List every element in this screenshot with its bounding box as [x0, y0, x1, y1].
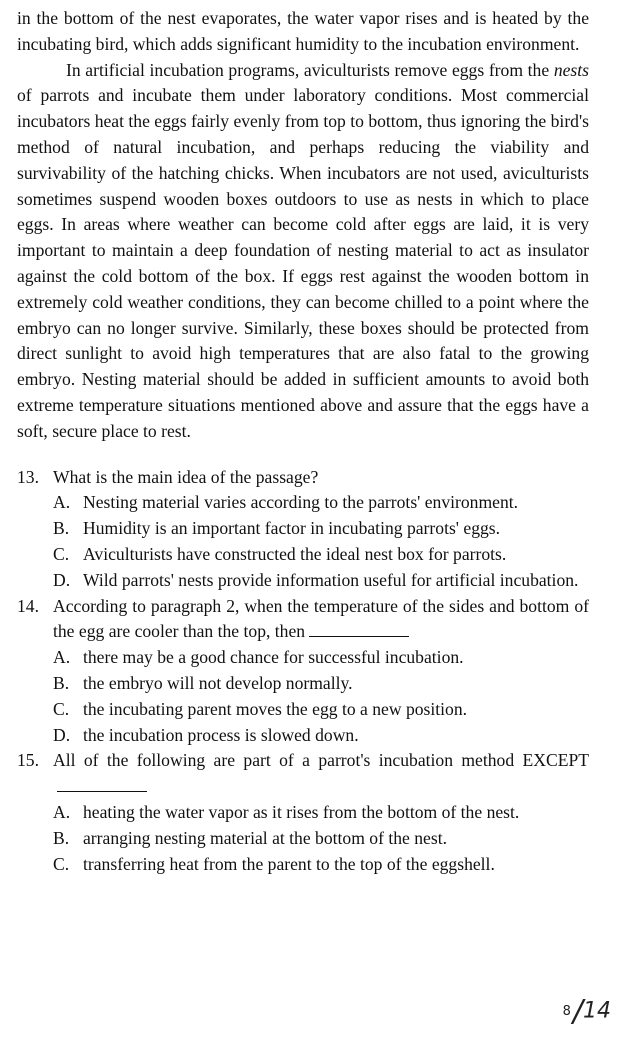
- question-number: 14.: [17, 595, 39, 616]
- option-text: Nesting material varies according to the parrots' environment.: [83, 492, 519, 513]
- para2-italic-word: nests: [553, 59, 589, 80]
- option-letter: B.: [53, 827, 70, 848]
- option-14c: [53, 697, 589, 723]
- option-letter: C.: [53, 543, 70, 564]
- question-number: 15.: [17, 750, 39, 771]
- option-letter: C.: [53, 853, 70, 874]
- question-stem-wrap: [53, 748, 589, 800]
- option-15b: [53, 826, 589, 852]
- option-text: arranging nesting material at the bottom of the nest.: [83, 827, 447, 848]
- question-stem-wrap: [53, 594, 589, 646]
- para2-text-start: In artificial incubation programs, aviculturists remove eggs from the: [66, 59, 554, 80]
- question-15: [17, 748, 589, 800]
- option-text: the incubation process is slowed down.: [83, 724, 359, 745]
- option-letter: D.: [53, 569, 71, 590]
- answer-blank: [309, 620, 409, 637]
- option-letter: A.: [53, 801, 71, 822]
- option-letter: B.: [53, 518, 70, 539]
- option-14d: [53, 723, 589, 749]
- option-14b: [53, 671, 589, 697]
- option-letter: B.: [53, 672, 70, 693]
- document-page: [17, 6, 589, 877]
- option-text: there may be a good chance for successful incubation.: [83, 647, 464, 668]
- question-15-options: [53, 800, 589, 877]
- option-text: heating the water vapor as it rises from the bottom of the nest.: [83, 801, 520, 822]
- page-number-total: 14: [583, 998, 611, 1024]
- option-15c: [53, 852, 589, 878]
- option-text: Aviculturists have constructed the ideal nest box for parrots.: [83, 543, 507, 564]
- passage-paragraph-end: in the bottom of the nest evaporates, the water vapor rises and is heated by the incubating bird, which adds significant humidity to the incubation environment.: [17, 8, 589, 54]
- question-14-options: [53, 645, 589, 748]
- question-14: [17, 594, 589, 646]
- option-letter: A.: [53, 492, 71, 513]
- page-number-current: 8: [562, 1004, 571, 1019]
- option-14a: [53, 645, 589, 671]
- option-text: Humidity is an important factor in incubating parrots' eggs.: [83, 518, 501, 539]
- option-text: Wild parrots' nests provide information useful for artificial incubation.: [83, 569, 579, 590]
- option-13b: [53, 516, 589, 542]
- question-stem: All of the following are part of a parrot's incubation method EXCEPT: [53, 750, 589, 771]
- option-text: the embryo will not develop normally.: [83, 672, 353, 693]
- question-stem: According to paragraph 2, when the temperature of the sides and bottom of the egg are cooler than the top, then: [53, 595, 589, 642]
- option-text: transferring heat from the parent to the top of the eggshell.: [83, 853, 495, 874]
- answer-blank: [57, 775, 147, 792]
- option-15a: [53, 800, 589, 826]
- para2-text-rest: of parrots and incubate them under laboratory conditions. Most commercial incubators heat the eggs fairly evenly from top to bottom, thus ignoring the bird's method of natural incubation, and perhaps reducing the viability and survivability of the hatching chicks. When incubators are not used, aviculturists sometimes suspend wooden boxes outdoors to use as nests in which to place eggs. In areas where weather can become cold after eggs are laid, it is very important to maintain a deep foundation of nesting material to act as insulator against the cold bottom of the box. If eggs rest against the wooden bottom in extremely cold weather conditions, they can become chilled to a point where the embryo can no longer survive. Similarly, these boxes should be protected from direct sunlight to avoid high temperatures that are also fatal to the growing embryo. Nesting material should be added in sufficient amounts to avoid both extreme temperature situations mentioned above and assure that the eggs have a soft, secure place to rest.: [17, 85, 589, 441]
- option-letter: C.: [53, 698, 70, 719]
- question-number: 13.: [17, 466, 39, 487]
- option-13a: [53, 490, 589, 516]
- option-letter: A.: [53, 647, 71, 668]
- question-stem: What is the main idea of the passage?: [53, 466, 319, 487]
- passage-paragraph-2: [17, 58, 589, 445]
- question-13: [17, 465, 589, 491]
- option-13d: [53, 568, 589, 594]
- option-letter: D.: [53, 724, 71, 745]
- option-13c: [53, 542, 589, 568]
- page-number: [563, 994, 611, 1029]
- question-13-options: [53, 490, 589, 593]
- option-text: the incubating parent moves the egg to a new position.: [83, 698, 468, 719]
- question-list: [17, 465, 589, 878]
- page-number-slash: /: [572, 994, 583, 1029]
